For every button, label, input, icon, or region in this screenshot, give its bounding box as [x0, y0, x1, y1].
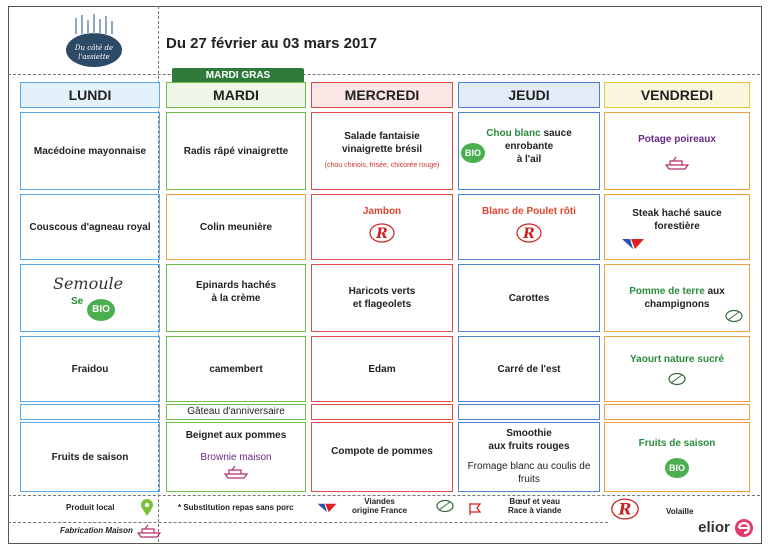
vendredi-entree-text: Potage poireaux: [638, 133, 716, 145]
mardi-anniversaire: [166, 404, 306, 420]
viandes-line2: origine France: [352, 506, 408, 515]
lundi-entree-text: Macédoine mayonnaise: [33, 145, 147, 157]
bio-badge: BIO: [87, 299, 115, 321]
mercredi-dessert: [311, 422, 453, 492]
svg-text:R: R: [523, 226, 535, 242]
lundi-plat-text: Couscous d'agneau royal: [29, 221, 151, 233]
anniversaire-text: Gâteau d'anniversaire: [187, 406, 285, 417]
day-header-vendredi: VENDREDI: [604, 82, 750, 108]
header-bottom-line: [8, 74, 760, 75]
boeuf-line2: Race à viande: [508, 506, 562, 515]
mercredi-accomp-line2: et flageolets: [352, 299, 412, 310]
substitution-label: * Substitution repas sans porc: [178, 503, 294, 512]
mardi-dessert1: Beignet aux pommes: [185, 430, 287, 441]
jeudi-dessert-line1: Smoothie: [506, 428, 552, 439]
semoule-handwritten: Semoule: [53, 274, 124, 293]
fabrication-maison-icon: [664, 156, 690, 170]
jeudi-strip: [458, 404, 600, 420]
jeudi-entree-bio-text: Chou blanc: [486, 128, 541, 139]
vendredi-dessert-text: Fruits de saison: [638, 437, 716, 449]
jeudi-fromage-text: Carré de l'est: [497, 363, 561, 375]
lundi-dessert: [20, 422, 160, 492]
vendredi-accomp-line2: champignons: [644, 299, 710, 310]
lundi-strip: [20, 404, 160, 420]
mardi-accompagnement: [166, 264, 306, 332]
day-header-mercredi: MERCREDI: [311, 82, 453, 108]
legend-produit-local: [66, 503, 114, 512]
vendredi-accomp-line1-wrap: [629, 285, 725, 298]
elior-text: elior: [698, 518, 730, 536]
boeuf-line1: Bœuf et veau: [509, 497, 561, 506]
elior-logo-icon: [734, 518, 754, 538]
day-header-jeudi: JEUDI: [458, 82, 600, 108]
vendredi-fromage-text: Yaourt nature sucré: [630, 353, 724, 365]
semoule-prefix: Se: [71, 296, 84, 307]
day-header-mardi: MARDI: [166, 82, 306, 108]
mardi-entree-text: Radis râpé vinaigrette: [183, 145, 289, 157]
vendredi-fromage: [604, 336, 750, 402]
mercredi-fromage: [311, 336, 453, 402]
date-range-title: Du 27 février au 03 mars 2017: [166, 35, 377, 52]
vendredi-strip: [604, 404, 750, 420]
svg-text:R: R: [618, 500, 632, 519]
lundi-plat: [20, 194, 160, 260]
jeudi-entree-rest2: à l'ail: [516, 154, 542, 165]
mardi-dessert2: Brownie maison: [200, 452, 272, 463]
mardi-fromage-text: camembert: [209, 363, 263, 375]
produit-local-label: Produit local: [66, 503, 115, 512]
viandes-line1: Viandes: [364, 497, 395, 506]
leaf-icon: [436, 499, 454, 513]
mercredi-accomp-line1: Haricots verts: [348, 286, 416, 297]
jeudi-dessert: [458, 422, 600, 492]
lundi-fromage: [20, 336, 160, 402]
vendredi-plat-text: Steak haché sauce forestière: [632, 208, 722, 232]
legend-substitution: [178, 503, 294, 512]
leaf-icon: [668, 372, 686, 386]
jeudi-fromage: [458, 336, 600, 402]
bio-badge: BIO: [461, 143, 485, 163]
legend-volaille: [666, 507, 693, 516]
mercredi-fromage-text: Edam: [368, 363, 396, 375]
vendredi-entree: [604, 112, 750, 190]
lundi-fromage-text: Fraidou: [71, 363, 109, 375]
menu-page: [6, 4, 762, 546]
label-rouge-icon: [369, 223, 395, 243]
location-pin-icon: [140, 499, 154, 517]
vendredi-accomp-line1: Pomme de terre: [629, 286, 705, 297]
mercredi-strip: [311, 404, 453, 420]
viande-france-icon: [621, 237, 645, 251]
legend-top-line: [8, 495, 760, 496]
jeudi-entree: [458, 112, 600, 190]
mercredi-entree-line2: vinaigrette brésil: [341, 144, 423, 155]
jeudi-plat-text: Blanc de Poulet rôti: [482, 206, 576, 217]
mardi-fromage: [166, 336, 306, 402]
svg-text:R: R: [376, 226, 388, 242]
mercredi-entree-line1: Salade fantaisie: [344, 131, 420, 142]
jeudi-dessert2-line1: Fromage blanc au coulis de: [467, 461, 591, 472]
mercredi-dessert-text: Compote de pommes: [331, 446, 433, 457]
fabrication-maison-icon: [136, 524, 162, 538]
label-rouge-icon: [516, 223, 542, 243]
vendredi-plat: [604, 194, 750, 260]
vendredi-accomp-aux: aux: [707, 286, 725, 297]
race-a-viande-icon: [468, 502, 484, 516]
volaille-label: Volaille: [666, 507, 694, 516]
lundi-entree: [20, 112, 160, 190]
elior-brand: [698, 518, 754, 538]
mardi-gras-banner: MARDI GRAS: [172, 68, 304, 83]
lundi-dessert-text: Fruits de saison: [51, 451, 129, 463]
lundi-accompagnement: [20, 264, 160, 332]
legend-viandes: [352, 497, 407, 515]
restaurant-logo: [54, 12, 134, 70]
logo-line2: l'assiette: [78, 53, 110, 61]
mercredi-entree-note: (chou chinois, frisée, chicorée rouge): [324, 162, 440, 169]
mardi-plat-text: Colin meunière: [199, 221, 273, 233]
logo-line1: Du côté de: [74, 44, 114, 52]
bio-badge: BIO: [665, 458, 689, 478]
legend-fabrication-maison: [60, 526, 133, 535]
jeudi-plat: [458, 194, 600, 260]
fabrication-maison-icon: [223, 465, 249, 479]
mardi-plat: [166, 194, 306, 260]
legend-boeuf: [508, 497, 561, 515]
day-header-lundi: LUNDI: [20, 82, 160, 108]
jeudi-entree-rest1: sauce enrobante: [504, 128, 572, 152]
mercredi-accompagnement: [311, 264, 453, 332]
mardi-accomp-line1: Epinards hachés: [195, 280, 277, 291]
jeudi-dessert-line2: aux fruits rouges: [488, 441, 570, 452]
viande-france-icon: [316, 502, 338, 514]
mercredi-plat: [311, 194, 453, 260]
vendredi-dessert: [604, 422, 750, 492]
vendredi-accompagnement: [604, 264, 750, 332]
jeudi-accompagnement: [458, 264, 600, 332]
mardi-dessert: [166, 422, 306, 492]
jeudi-dessert2-line2: fruits: [518, 474, 540, 485]
mardi-entree: [166, 112, 306, 190]
label-rouge-icon: [610, 498, 640, 520]
jeudi-accomp-text: Carottes: [508, 292, 550, 304]
fabrication-maison-label: Fabrication Maison: [60, 526, 133, 535]
mercredi-entree: [311, 112, 453, 190]
mardi-accomp-line2: à la crème: [211, 293, 261, 304]
mercredi-plat-text: Jambon: [362, 206, 402, 217]
legend-mid-line: [8, 522, 608, 523]
leaf-icon: [725, 309, 743, 323]
